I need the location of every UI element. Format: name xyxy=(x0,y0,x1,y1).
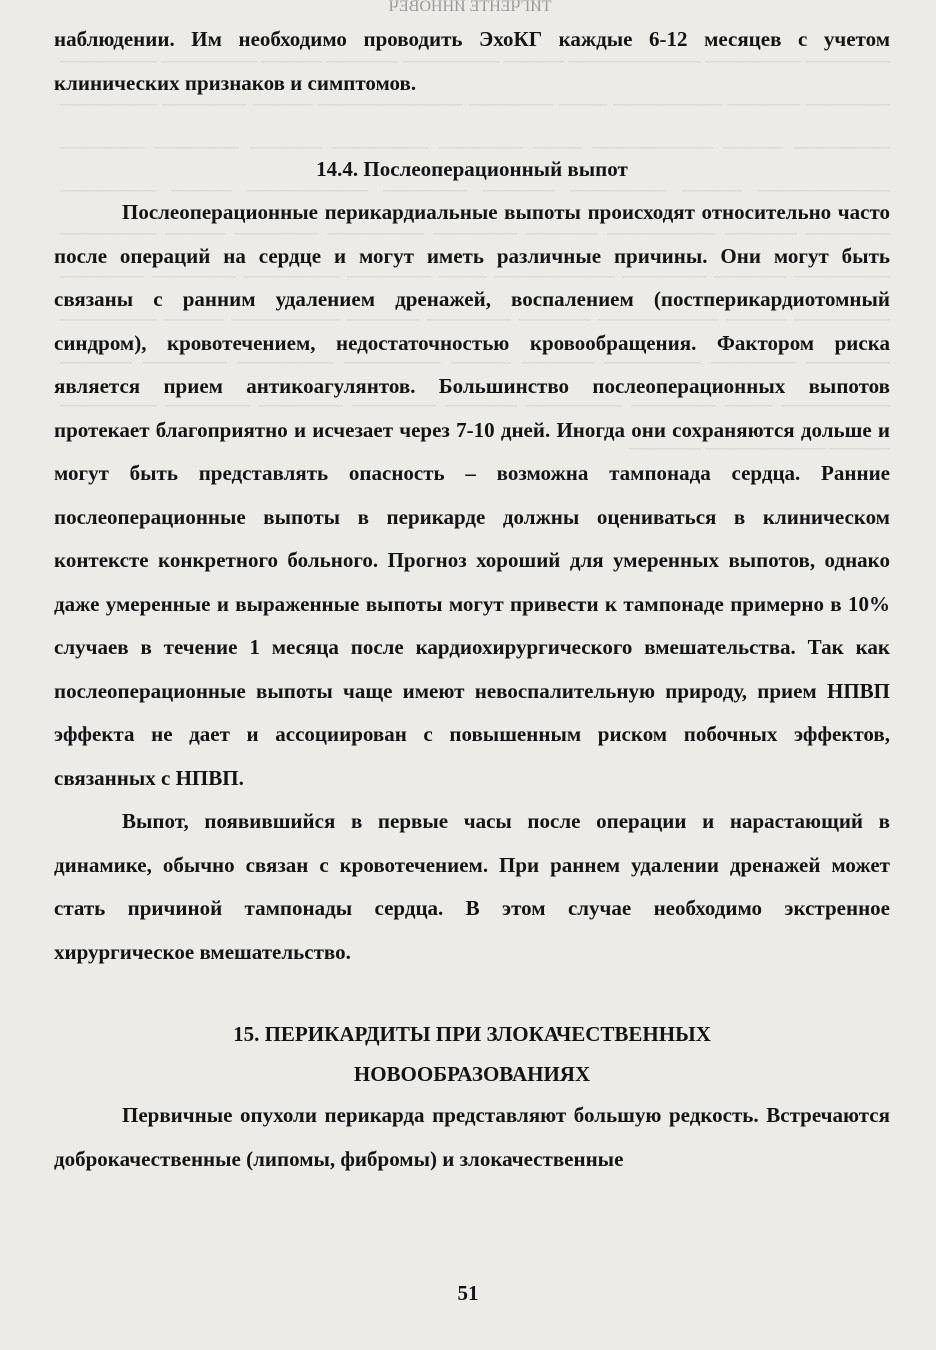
chapter-heading-line-2: НОВООБРАЗОВАНИЯХ xyxy=(353,1062,591,1086)
main-text xyxy=(54,18,890,1181)
chapter-heading-line-1: 15. ПЕРИКАРДИТЫ ПРИ ЗЛОКАЧЕСТВЕННЫХ xyxy=(233,1022,711,1046)
paragraph-postoperative-effusion: Послеоперационные перикардиальные выпоты происходят относительно часто после операций на сердце и могут иметь различные причины. Они могут быть связаны с ранним удалением дренажей, воспалением (постперикардиотомный синдром), кровотечением, недостаточностью кровообращения. Фактором риска является прием антикоагулянтов. Большинство послеоперационных выпотов протекает благоприятно и исчезает через 7-10 дней. Иногда они сохраняются дольше и могут быть представлять опасность – возможна тампонада сердца. Ранние послеоперационные выпоты в перикарде должны оцениваться в клиническом контексте конкретного больного. Прогноз хороший для умеренных выпотов, однако даже умеренные и выраженные выпоты могут привести к тампонаде примерно в 10% случаев в течение 1 месяца после кардиохирургического вмешательства. Так как послеоперационные выпоты чаще имеют невоспалительную природу, прием НПВП эффекта не дает и ассоциирован с повышенным риском побочных эффектов, связанных с НПВП. xyxy=(54,200,890,790)
page-number: 51 xyxy=(457,1281,479,1305)
paragraph-bleeding: Выпот, появившийся в первые часы после операции и нарастающий в динамике, обычно связан с кровотечением. При раннем удалении дренажей может стать причиной тампонады сердца. В этом случае необходимо экстренное хирургическое вмешательство. xyxy=(54,809,890,964)
paragraph-primary-tumors: Первичные опухоли перикарда представляют большую редкость. Встречаются доброкачественные (липомы, фибромы) и злокачественные xyxy=(54,1103,890,1171)
paragraph-continuation: наблюдении. Им необходимо проводить ЭхоКГ каждые 6-12 месяцев с учетом клинических признаков и симптомов. xyxy=(54,27,890,95)
bleed-through-texture: ─────── ──────── ─────────── ───── ──────── ────── ───── ──────── ──────── ─────── ────── ───────── ──── ─────── ──────────── ───── ─────── ──────── ──────── ───── ────────── ──── ─────── ──────── ────── ─────── ─────── ─────────── ───── ──────── ────── ─────── ────────── ───── ──────── ─────── ────── ───────── ────── ─────── ──────── ─────── ───── ──────── ──────── ────── ─────── ────────── ──── ─────── ──────── ─────── ─────── ──────── ───── ────────── ────── ─────── ────── ───────── ───── ──────── ─────── ─────── ──────── ────── ───── ──────── ──────── ─────── ────── ───────── ──── ─────── ──────── ────── ─────── ─────── ─────── ──────── ───── ────────── ────── xyxy=(60,52,890,458)
chapter-heading-15 xyxy=(54,1014,890,1094)
section-heading-14-4: 14.4. Послеоперационный выпот xyxy=(316,157,628,181)
bleed-through-running-head: ТИГЧЕНТЕ ИННОВЕЧ xyxy=(388,0,552,14)
